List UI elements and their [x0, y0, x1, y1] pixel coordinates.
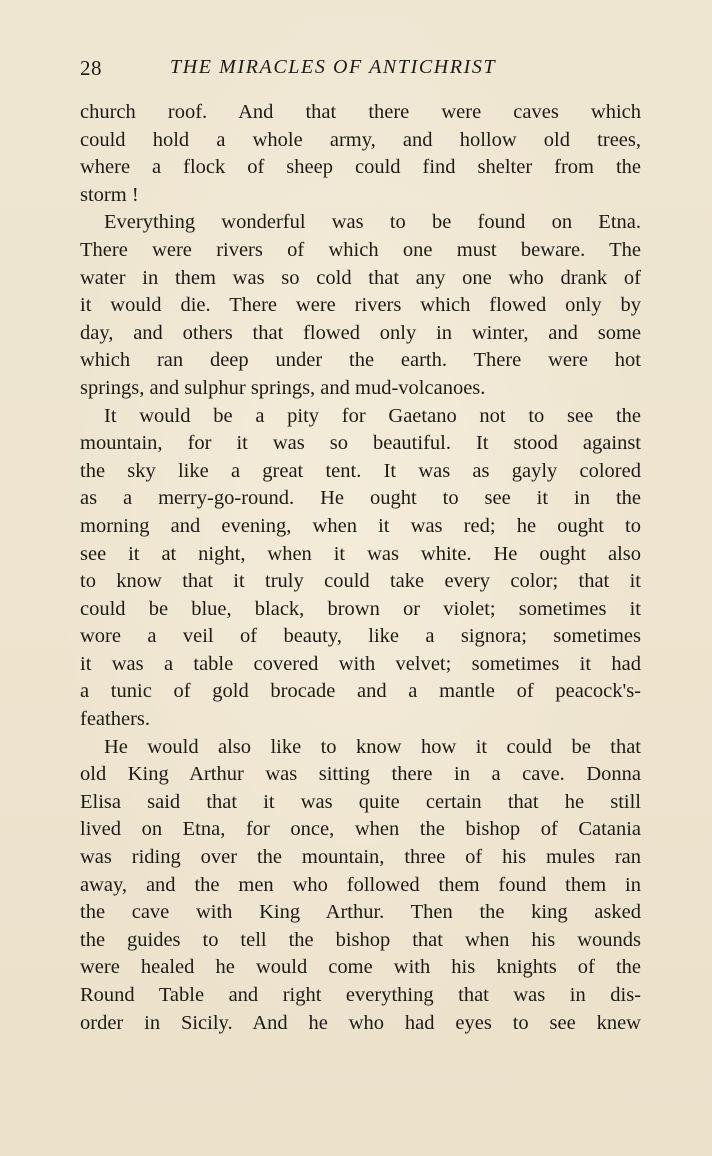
text-line: Everything wonderful was to be found on Etna.	[104, 211, 641, 234]
text-line: feathers.	[80, 708, 150, 731]
text-line: There were rivers of which one must beware. The	[80, 238, 641, 261]
text-line: church roof. And that there were caves which	[80, 101, 641, 123]
text-line: wore a veil of beauty, like a signora; sometimes	[80, 625, 641, 648]
text-line: He would also like to know how it could be that	[104, 735, 641, 758]
text-line: it would die. There were rivers which flowed only by	[80, 294, 641, 317]
text-line: see it at night, when it was white. He ought also	[80, 542, 641, 565]
text-line: day, and others that flowed only in winter, and some	[80, 321, 641, 344]
text-line: which ran deep under the earth. There were hot	[80, 349, 641, 372]
text-line: could be blue, black, brown or violet; sometimes it	[80, 597, 641, 620]
text-line: the sky like a great tent. It was as gayly colored	[80, 459, 641, 482]
text-line: the guides to tell the bishop that when his wounds	[80, 928, 641, 951]
text-line: was riding over the mountain, three of his mules ran	[80, 846, 641, 869]
text-line: storm !	[80, 183, 139, 206]
text-line: a tunic of gold brocade and a mantle of peacock's-	[80, 680, 641, 703]
text-line: morning and evening, when it was red; he ought to	[80, 514, 641, 537]
text-line: to know that it truly could take every color; that it	[80, 570, 641, 593]
text-line: the cave with King Arthur. Then the king asked	[80, 901, 641, 924]
text-line: springs, and sulphur springs, and mud-volcanoes.	[80, 376, 486, 399]
text-line: as a merry-go-round. He ought to see it in the	[80, 487, 641, 510]
text-line: where a flock of sheep could find shelter from the	[80, 156, 641, 179]
page-header	[80, 56, 642, 86]
text-line: mountain, for it was so beautiful. It stood against	[80, 432, 641, 455]
text-line: water in them was so cold that any one who drank of	[80, 266, 641, 289]
text-line: could hold a whole army, and hollow old trees,	[80, 128, 641, 151]
text-line: it was a table covered with velvet; sometimes it had	[80, 652, 641, 675]
text-line: were healed he would come with his knights of the	[80, 956, 641, 979]
text-line: lived on Etna, for once, when the bishop of Catania	[80, 818, 641, 841]
running-title: THE MIRACLES OF ANTICHRIST	[170, 56, 497, 78]
text-line: away, and the men who followed them found them in	[80, 873, 641, 896]
text-line: Round Table and right everything that was in dis-	[80, 984, 641, 1006]
text-line: Elisa said that it was quite certain that he still	[80, 790, 641, 813]
body-text	[80, 99, 641, 1037]
text-line: order in Sicily. And he who had eyes to see knew	[80, 1011, 641, 1034]
page-number: 28	[80, 56, 102, 80]
text-line: old King Arthur was sitting there in a cave. Donna	[80, 763, 641, 786]
text-line: It would be a pity for Gaetano not to see the	[104, 404, 641, 427]
